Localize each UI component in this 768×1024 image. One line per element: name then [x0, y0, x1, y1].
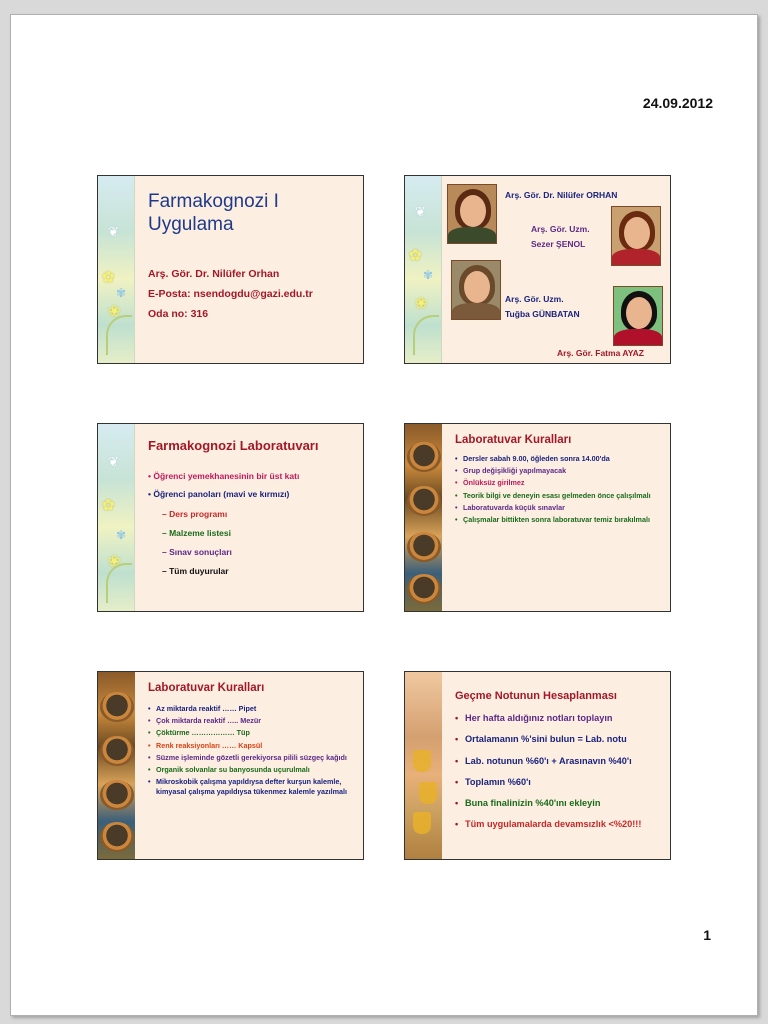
bullet-boards: • Öğrenci panoları (mavi ve kırmızı) [148, 489, 290, 499]
list-item: • Az miktarda reaktif …… Pipet [148, 704, 353, 714]
staff-photo-3 [451, 260, 501, 320]
laboratory-image [405, 672, 442, 859]
floral-border-decoration: ❦ ✿ ✾ ❀ [98, 176, 135, 363]
lab-equipment-list [148, 704, 353, 799]
page-number: 1 [703, 927, 711, 943]
list-item: • Teorik bilgi ve deneyin esası gelmeden önce çalışılmalı [455, 491, 660, 501]
staff-name-3: Arş. Gör. Uzm. Tuğba GÜNBATAN [505, 294, 580, 319]
sub-materials: – Malzeme listesi [162, 528, 231, 538]
bullet-location: • Öğrenci yemekhanesinin bir üst katı [148, 471, 300, 481]
slide-3-heading: Farmakognozi Laboratuvarı [148, 438, 319, 453]
list-item: • Toplamın %60'ı [455, 776, 660, 789]
slide-3-laboratory [97, 423, 364, 612]
staff-photo-1 [447, 184, 497, 244]
floral-border-decoration: ❦ ✿ ✾ ❀ [405, 176, 442, 363]
list-item: • Organik solvanlar su banyosunda uçurulmalı [148, 765, 353, 775]
list-item: • Laboratuvarda küçük sınavlar [455, 503, 660, 513]
slide-6-grading [404, 671, 671, 860]
sub-announcements: – Tüm duyurular [162, 566, 229, 576]
list-item: • Çöktürme ……………… Tüp [148, 728, 353, 738]
floral-border-decoration: ❦ ✿ ✾ ❀ [98, 424, 135, 611]
slide-5-heading: Laboratuvar Kuralları [148, 682, 265, 694]
instructor-name: Arş. Gör. Dr. Nilüfer Orhan [148, 268, 280, 280]
sub-schedule: – Ders programı [162, 509, 228, 519]
list-item: • Önlüksüz girilmez [455, 478, 660, 488]
slide-4-lab-rules [404, 423, 671, 612]
staff-name-4: Arş. Gör. Fatma AYAZ [557, 348, 644, 358]
list-item: • Grup değişikliği yapılmayacak [455, 466, 660, 476]
email-address: E-Posta: nsendogdu@gazi.edu.tr [148, 288, 313, 300]
lab-rules-list [455, 454, 660, 527]
slide-2-staff [404, 175, 671, 364]
list-item: • Her hafta aldığınız notları toplayın [455, 712, 660, 725]
grading-steps-list [455, 712, 660, 840]
staff-photo-2 [611, 206, 661, 266]
list-item: • Çok miktarda reaktif ….. Mezür [148, 716, 353, 726]
slide-1-title [97, 175, 364, 364]
list-item: • Lab. notunun %60'ı + Arasınavın %40'ı [455, 755, 660, 768]
list-item: • Süzme işleminde gözetli gerekiyorsa pilili süzgeç kağıdı [148, 753, 353, 763]
slide-5-lab-rules [97, 671, 364, 860]
slide-1-contact-info [148, 264, 313, 324]
list-item: • Çalışmalar bittikten sonra laboratuvar temiz bırakılmalı [455, 515, 660, 525]
list-item: • Buna finalinizin %40'ını ekleyin [455, 797, 660, 810]
spice-bowls-image [98, 672, 135, 859]
sub-exam-results: – Sınav sonuçları [162, 547, 232, 557]
staff-name-1: Arş. Gör. Dr. Nilüfer ORHAN [505, 190, 618, 200]
list-item: • Renk reaksiyonları …… Kapsül [148, 741, 353, 751]
staff-name-2: Arş. Gör. Uzm. Sezer ŞENOL [531, 224, 590, 249]
list-item: • Tüm uygulamalarda devamsızlık <%20!!! [455, 818, 660, 831]
page-date: 24.09.2012 [642, 95, 713, 111]
list-item: • Dersler sabah 9.00, öğleden sonra 14.00'da [455, 454, 660, 464]
list-item: • Ortalamanın %'sini bulun = Lab. notu [455, 733, 660, 746]
slide-6-heading: Geçme Notunun Hesaplanması [455, 690, 617, 702]
list-item: • Mikroskobik çalışma yapıldıysa defter kurşun kalemle, kimyasal çalışma yapıldıysa tükenmez kalemle yazılmalı [148, 777, 353, 797]
spice-bowls-image [405, 424, 442, 611]
slide-1-heading: Farmakognozi I Uygulama [148, 191, 279, 235]
staff-photo-4 [613, 286, 663, 346]
document-page [10, 14, 758, 1016]
slide-4-heading: Laboratuvar Kuralları [455, 434, 572, 446]
room-number: Oda no: 316 [148, 308, 209, 320]
